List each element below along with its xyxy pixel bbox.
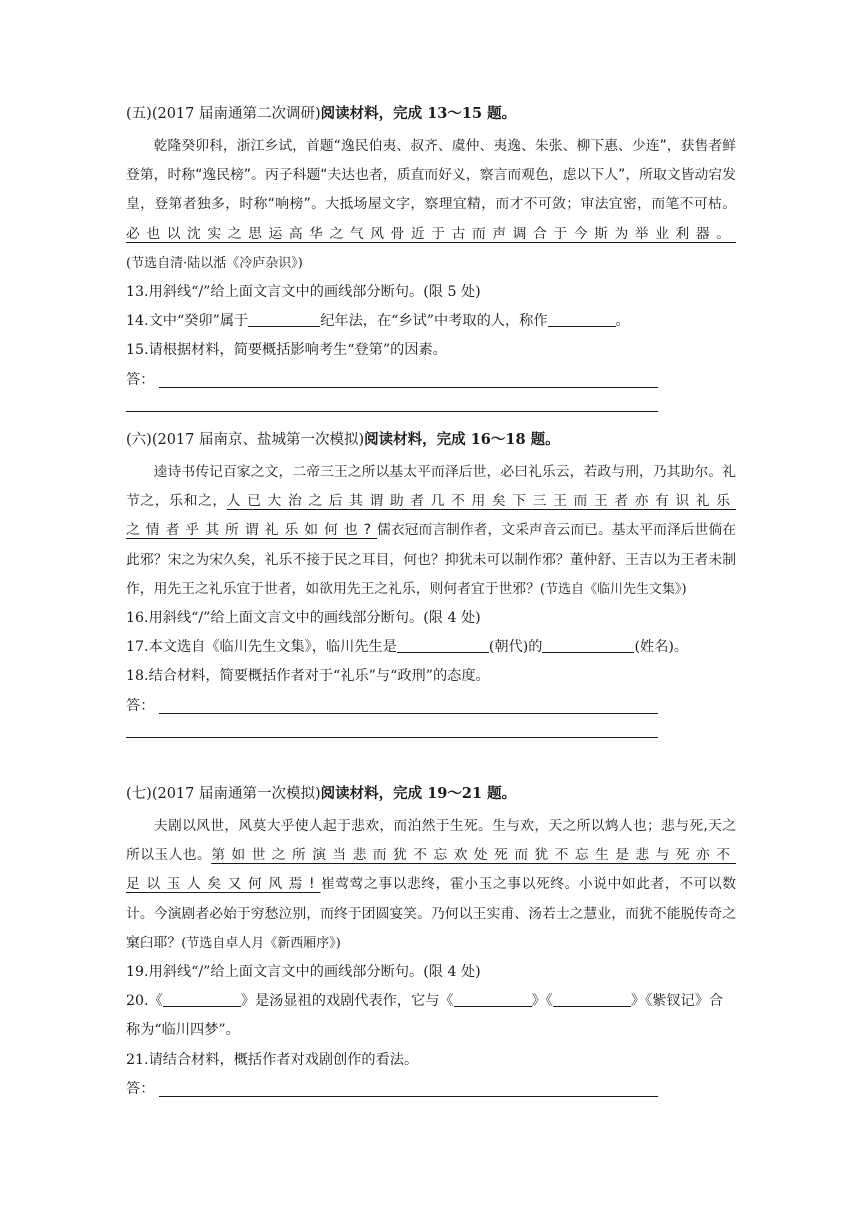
question-19: 19.用斜线“/”给上面文言文中的画线部分断句。(限 4 处) — [126, 964, 481, 981]
answer-line[interactable]: 答： — [126, 692, 736, 721]
fill-blank[interactable] — [397, 636, 489, 653]
section-heading — [126, 103, 736, 125]
passage: 逵诗书传记百家之文，二帝三王之所以基太平而泽后世，必曰礼乐云，若政与刑，乃其助尔。礼节之，乐和之，人已大治之后其谓助者几不用矣下三王而王者亦有识礼乐之情者乎其所谓礼乐如何也?儒衣冠而言制作者，文采声音云而已。基太平而泽后世倘在此邪？宋之为宋久矣，礼乐不接于民之耳目，何也？抑犹未可以制作邪？董仲舒、王吉以为王者未制作，用先王之礼乐宜于世者，如欲用先王之礼乐，则何者宜于世邪？(节选自《临川先生文集》) — [126, 464, 737, 597]
fill-blank[interactable] — [553, 990, 631, 1007]
section-6 — [126, 429, 736, 750]
fill-blank[interactable] — [454, 990, 532, 1007]
heading-instruction: 阅读材料，完成 16～18 题。 — [364, 431, 560, 448]
section-5 — [126, 103, 736, 424]
question-13: 13.用斜线“/”给上面文言文中的画线部分断句。(限 5 处) — [126, 284, 481, 301]
passage: 夫剧以风世，风莫大乎使人起于悲欢，而泊然于生死。生与欢，天之所以鸩人也；悲与死,天之所以玉人也。第如世之所演当悲而犹不忘欢处死而犹不忘生是悲与死亦不足以玉人矣又何风焉!崔莺莺之事以悲终，霍小玉之事以死终。小说中如此者，不可以数计。今演剧者必始于穷愁泣别，而终于团圆宴笑。乃何以王实甫、汤若士之慧业，而犹不能脱传奇之窠臼耶？(节选自卓人月《新西厢序》) — [126, 818, 737, 951]
question-14: 14.文中“癸卯”属于 纪年法，在“乡试”中考取的人，称作 。 — [126, 307, 736, 336]
fill-blank[interactable] — [542, 636, 634, 653]
underlined-passage: 第如世之所演当悲而犹不忘欢处死而犹不忘生是悲与死亦不足以玉人矣又何风焉! — [126, 847, 737, 893]
answer-line[interactable]: 答： — [126, 366, 736, 395]
heading-instruction: 阅读材料，完成 13～15 题。 — [320, 105, 517, 122]
question-18: 18.结合材料，简要概括作者对于“礼乐”与“政刑”的态度。 — [126, 668, 490, 685]
fill-blank[interactable] — [248, 310, 320, 327]
heading-source: (六)(2017 届南京、盐城第一次模拟) — [126, 432, 365, 448]
fill-blank[interactable] — [548, 310, 616, 327]
heading-instruction: 阅读材料，完成 19～21 题。 — [320, 785, 517, 802]
answer-line[interactable] — [126, 721, 736, 750]
fill-blank[interactable] — [163, 990, 241, 1007]
section-heading — [126, 783, 736, 805]
section-heading — [126, 429, 736, 451]
passage-source: (节选自卓人月《新西厢序》) — [181, 935, 341, 951]
question-15: 15.请根据材料，简要概括影响考生“登第”的因素。 — [126, 342, 447, 359]
question-21: 21.请结合材料，概括作者对戏剧创作的看法。 — [126, 1051, 419, 1068]
passage: 乾隆癸卯科，浙江乡试，首题“逸民伯夷、叔齐、虞仲、夷逸、朱张、柳下惠、少连”，获售者鲜登第，时称“逸民榜”。丙子科题“夫达也者，质直而好义，察言而观色，虑以下人”，所取文皆动宕发皇，登第者独多，时称“响榜”。大抵场屋文字，察理宜精，而才不可敛；审法宜密，而笔不可枯。必也以沈实之思运高华之气风骨近于古而声调合于今斯为举业利器。(节选自清·陆以湉《冷庐杂识》) — [126, 138, 736, 271]
underlined-passage: 必也以沈实之思运高华之气风骨近于古而声调合于今斯为举业利器。 — [126, 225, 736, 242]
question-16: 16.用斜线“/”给上面文言文中的画线部分断句。(限 4 处) — [126, 610, 481, 627]
question-17: 17.本文选自《临川先生文集》，临川先生是 (朝代)的 (姓名)。 — [126, 633, 736, 662]
question-20: 20.《 》是汤显祖的戏剧代表作，它与《 》《 》《紫钗记》合 — [126, 987, 736, 1016]
underlined-passage: 人已大治之后其谓助者几不用矣下三王而王者亦有识礼乐之情者乎其所谓礼乐如何也? — [126, 493, 737, 539]
question-20-continued: 称为“临川四梦”。 — [126, 1022, 240, 1039]
passage-source: (节选自《临川先生文集》) — [539, 581, 687, 597]
answer-line[interactable] — [126, 395, 736, 424]
section-7 — [126, 783, 736, 1104]
heading-source: (七)(2017 届南通第一次模拟) — [126, 786, 321, 802]
passage-source: (节选自清·陆以湉《冷庐杂识》) — [126, 255, 303, 271]
answer-line[interactable]: 答： — [126, 1075, 736, 1104]
heading-source: (五)(2017 届南通第二次调研) — [126, 106, 321, 122]
